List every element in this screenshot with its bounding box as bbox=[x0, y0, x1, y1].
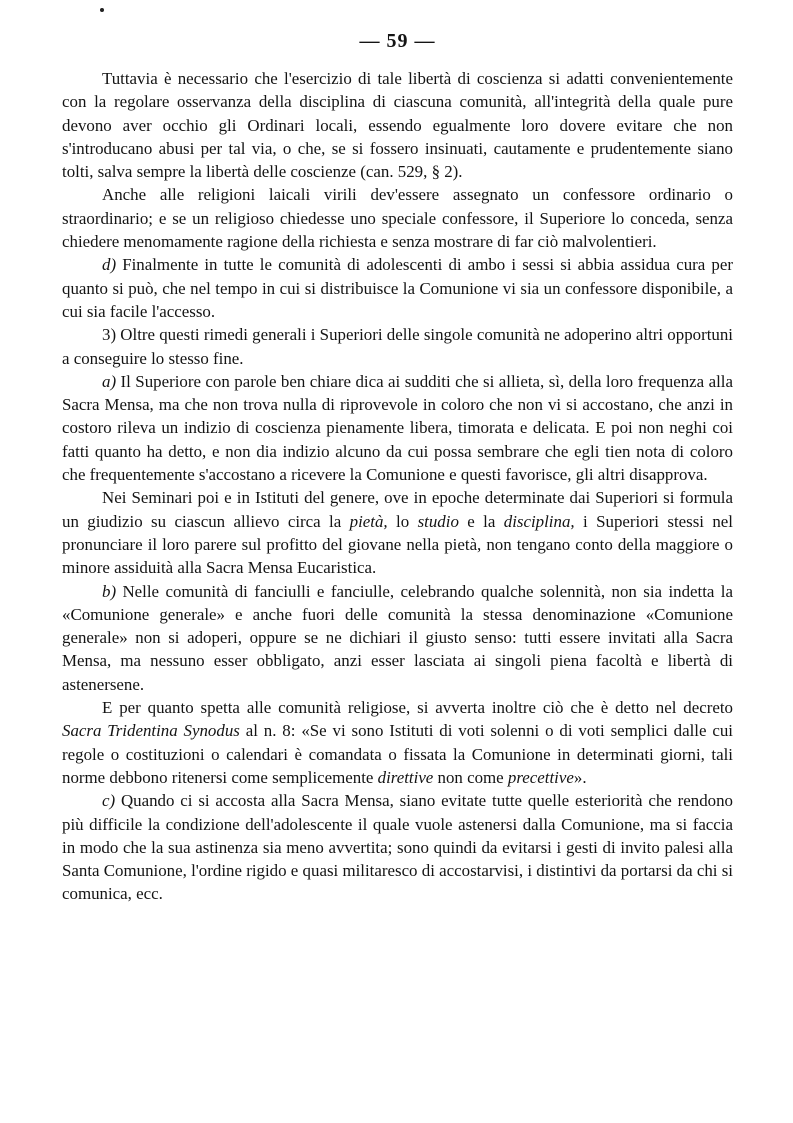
paragraph-lay-religious-confessor: Anche alle religioni laicali virili dev'essere assegnato un confessore ordinario o straordinario; e se un religioso chiedesse uno speciale confessore, il Superiore lo conceda, senza chiedere menomamente ragione della richiesta e senza mostrare di far ciò malvolentieri. bbox=[62, 185, 733, 252]
text-run: ». bbox=[573, 767, 587, 787]
paragraph-text: Finalmente in tutte le comunità di adolescenti di ambo i sessi si abbia assidua cura per quanto si può, che nel tempo in cui si distribuisce la Comunione vi sia un confessore disponibile, a cui sia facile l'accesso. bbox=[62, 255, 733, 321]
italic-term-direttive: direttive bbox=[377, 767, 434, 787]
text-run: e la bbox=[458, 511, 504, 531]
text-run: E per quanto spetta alle comunità religiose, si avverta inoltre ciò che è detto nel decreto bbox=[102, 698, 733, 718]
paragraph-conscience-freedom: Tuttavia è necessario che l'esercizio di tale libertà di coscienza si adatti convenientemente con la regolare osservanza della disciplina di ciascuna comunità, all'integrità della quale pure devono aver occhio gli Ordinari locali, essendo egualmente loro dovere evitare che non s'introducano abusi per tal via, o che, se si fossero insinuati, cautamente e prudentemente siano tolti, salva sempre la libertà delle coscienze (can. 529, § 2). bbox=[62, 69, 733, 182]
paragraph-c-avoid-exteriority bbox=[62, 789, 733, 905]
paragraph-a-superior-words bbox=[62, 370, 733, 486]
page-number: — 59 — bbox=[359, 30, 436, 52]
italic-term-pieta: pietà, bbox=[349, 511, 388, 531]
paragraph-3-other-remedies: 3) Oltre questi rimedi generali i Superiori delle singole comunità ne adoperino altri opportuni a conseguire lo stesso fine. bbox=[62, 325, 733, 368]
paragraph-b-general-communion bbox=[62, 580, 733, 696]
paragraph-text: Il Superiore con parole ben chiare dica ai sudditi che si allieta, sì, della loro frequenza alla Sacra Mensa, ma che non trova nulla di riprovevole in coloro che non vi si accostano, che anzi in costoro rileva un indizio di coscienza pienamente libera, timorata e delicata. E poi non neghi coi fatti quanto ha detto, e non dia indizio alcuno da cui possa sembrare che egli tien nota di coloro che frequentemente s'accostano a ricevere la Comunione e questi favorisce, gli altri disapprova. bbox=[62, 371, 733, 485]
item-label: b) bbox=[102, 581, 117, 601]
italic-term-disciplina: disciplina, bbox=[503, 511, 575, 531]
text-run: lo bbox=[387, 511, 418, 531]
paragraph-seminaries bbox=[62, 486, 733, 579]
text-run: non come bbox=[433, 767, 508, 787]
body-text bbox=[62, 67, 733, 906]
text-run: i Superiori stessi nel pronunciare il loro parere sul profitto del giovane nella pietà, non tengano conto della maggiore o minore assiduità alla Sacra Mensa Eucaristica. bbox=[62, 511, 733, 578]
ink-speck bbox=[100, 8, 104, 12]
item-label: d) bbox=[102, 255, 117, 275]
italic-decree-title: Sacra Tridentina Synodus bbox=[62, 721, 240, 741]
text-run: al n. 8: «Se vi sono Istituti di voti solenni o di voti semplici dalle cui regole o costituzioni o calendari è comandata o fissata la Comunione in determinati giorni, tali norme debbono ritenersi come semplicemente bbox=[62, 721, 733, 787]
text-run: Nei Seminari poi e in Istituti del genere, ove in epoche determinate dai Superiori si formula un giudizio su ciascun allievo circa la bbox=[62, 488, 733, 531]
italic-term-precettive: precettive bbox=[507, 767, 574, 787]
paragraph-text: Quando ci si accosta alla Sacra Mensa, siano evitate tutte quelle esteriorità che rendono più difficile la condizione dell'adolescente il quale vuole astenersi dalla Comunione, ma si faccia in modo che la sua astinenza sia meno avvertita; sono quindi da evitarsi i gesti di invito palesi alla Santa Comunione, l'ordine rigido e quasi militaresco di accostarvisi, i distintivi da portarsi da chi si comunica, ecc. bbox=[62, 791, 733, 904]
item-label: a) bbox=[102, 371, 117, 391]
item-label: c) bbox=[102, 791, 116, 811]
paragraph-d-confessor-available bbox=[62, 253, 733, 323]
paragraph-text: Nelle comunità di fanciulli e fanciulle, celebrando qualche solennità, non sia indetta la «Comunione generale» e anche fuori delle comunità la stessa denominazione «Comunione generale» non si adoperi, oppure se ne dichiari il giusto senso: tutti essere invitati alla Sacra Mensa, ma nessuno esser obbligato, anzi esser lasciata ai singoli piena facoltà e libertà di astenersene. bbox=[62, 581, 733, 694]
italic-term-studio: studio bbox=[417, 511, 459, 531]
paragraph-religious-communities-decree bbox=[62, 696, 733, 789]
